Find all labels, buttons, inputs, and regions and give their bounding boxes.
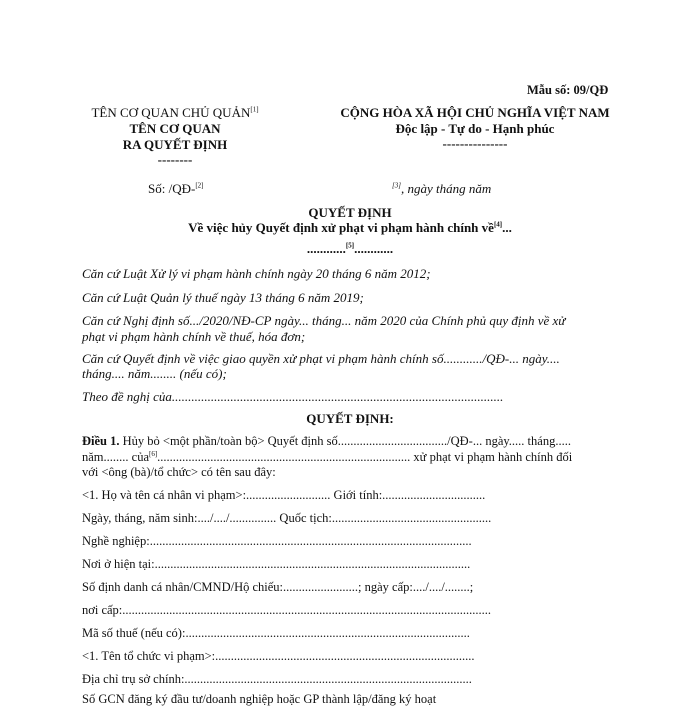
- parent-agency-line: TÊN CƠ QUAN CHỦ QUẢN[1]: [91, 105, 259, 120]
- basis-4-line-1: Căn cứ Quyết định về việc giao quyền xử phạt vi phạm hành chính số............/QĐ-... ngày....: [82, 351, 560, 366]
- basis-3-line-1: Căn cứ Nghị định số.../2020/NĐ-CP ngày... tháng... năm 2020 của Chính phủ quy định về xử: [82, 313, 566, 328]
- basis-2: Căn cứ Luật Quản lý thuế ngày 13 tháng 6 năm 2019;: [82, 290, 364, 305]
- document-title: QUYẾT ĐỊNH: [308, 205, 392, 220]
- header-right-rule: ---------------: [442, 136, 508, 151]
- field-head-office: Địa chỉ trụ sở chính:............................................................................................: [82, 672, 472, 686]
- field-id-number: Số định danh cá nhân/CMND/Hộ chiếu:........................; ngày cấp:..../..../........;: [82, 580, 474, 594]
- document-subtitle: Về việc hủy Quyết định xử phạt vi phạm hành chính về[4]...: [188, 220, 512, 235]
- basis-3-line-2: phạt vi phạm hành chính về thuế, hóa đơn;: [82, 329, 306, 344]
- basis-5: Theo đề nghị của......................................................................................................: [82, 389, 504, 404]
- field-registration-number: Số GCN đăng ký đầu tư/doanh nghiệp hoặc GP thành lập/đăng ký hoạt: [82, 692, 437, 706]
- field-issue-place: nơi cấp:......................................................................................................................: [82, 603, 492, 617]
- form-number: Mẫu số: 09/QĐ: [527, 83, 609, 97]
- field-individual-name: <1. Họ và tên cá nhân vi phạm>:........................... Giới tính:.................................: [82, 488, 486, 502]
- authority-line: ............[5]............: [306, 241, 394, 256]
- field-tax-code: Mã số thuế (nếu có):...........................................................................................: [82, 626, 470, 640]
- national-motto: Độc lập - Tự do - Hạnh phúc: [395, 121, 555, 136]
- agency-name: TÊN CƠ QUAN: [129, 121, 221, 136]
- field-residence: Nơi ở hiện tại:.....................................................................................................: [82, 557, 471, 571]
- decision-heading: QUYẾT ĐỊNH:: [306, 411, 394, 426]
- field-birth-date: Ngày, tháng, năm sinh:..../..../............... Quốc tịch:...................................................: [82, 511, 492, 525]
- issuing-agency: RA QUYẾT ĐỊNH: [122, 137, 228, 152]
- article-1-line-2: năm........ của[6]................................................................................. xử phạt vi phạm hành chính đối: [82, 449, 573, 464]
- basis-4-line-2: tháng.... năm........ (nếu có);: [82, 366, 227, 381]
- national-title: CỘNG HÒA XÃ HỘI CHỦ NGHĨA VIỆT NAM: [340, 105, 610, 120]
- header-right: [290, 105, 660, 150]
- document-date: [3], ngày tháng năm: [392, 181, 492, 196]
- field-organization-name: <1. Tên tổ chức vi phạm>:...................................................................................: [82, 649, 475, 663]
- document-number: Số: /QĐ-[2]: [148, 181, 204, 196]
- header-left-rule: --------: [157, 152, 193, 167]
- header-left: [60, 105, 290, 166]
- article-1-line-1: Điều 1. Hủy bỏ <một phần/toàn bộ> Quyết định số.................................../QĐ-... ngày..... tháng.....: [82, 434, 571, 448]
- field-occupation: Nghề nghiệp:.......................................................................................................: [82, 534, 472, 548]
- basis-1: Căn cứ Luật Xử lý vi phạm hành chính ngày 20 tháng 6 năm 2012;: [82, 266, 431, 281]
- article-1-line-3: với <ông (bà)/tổ chức> có tên sau đây:: [82, 465, 276, 479]
